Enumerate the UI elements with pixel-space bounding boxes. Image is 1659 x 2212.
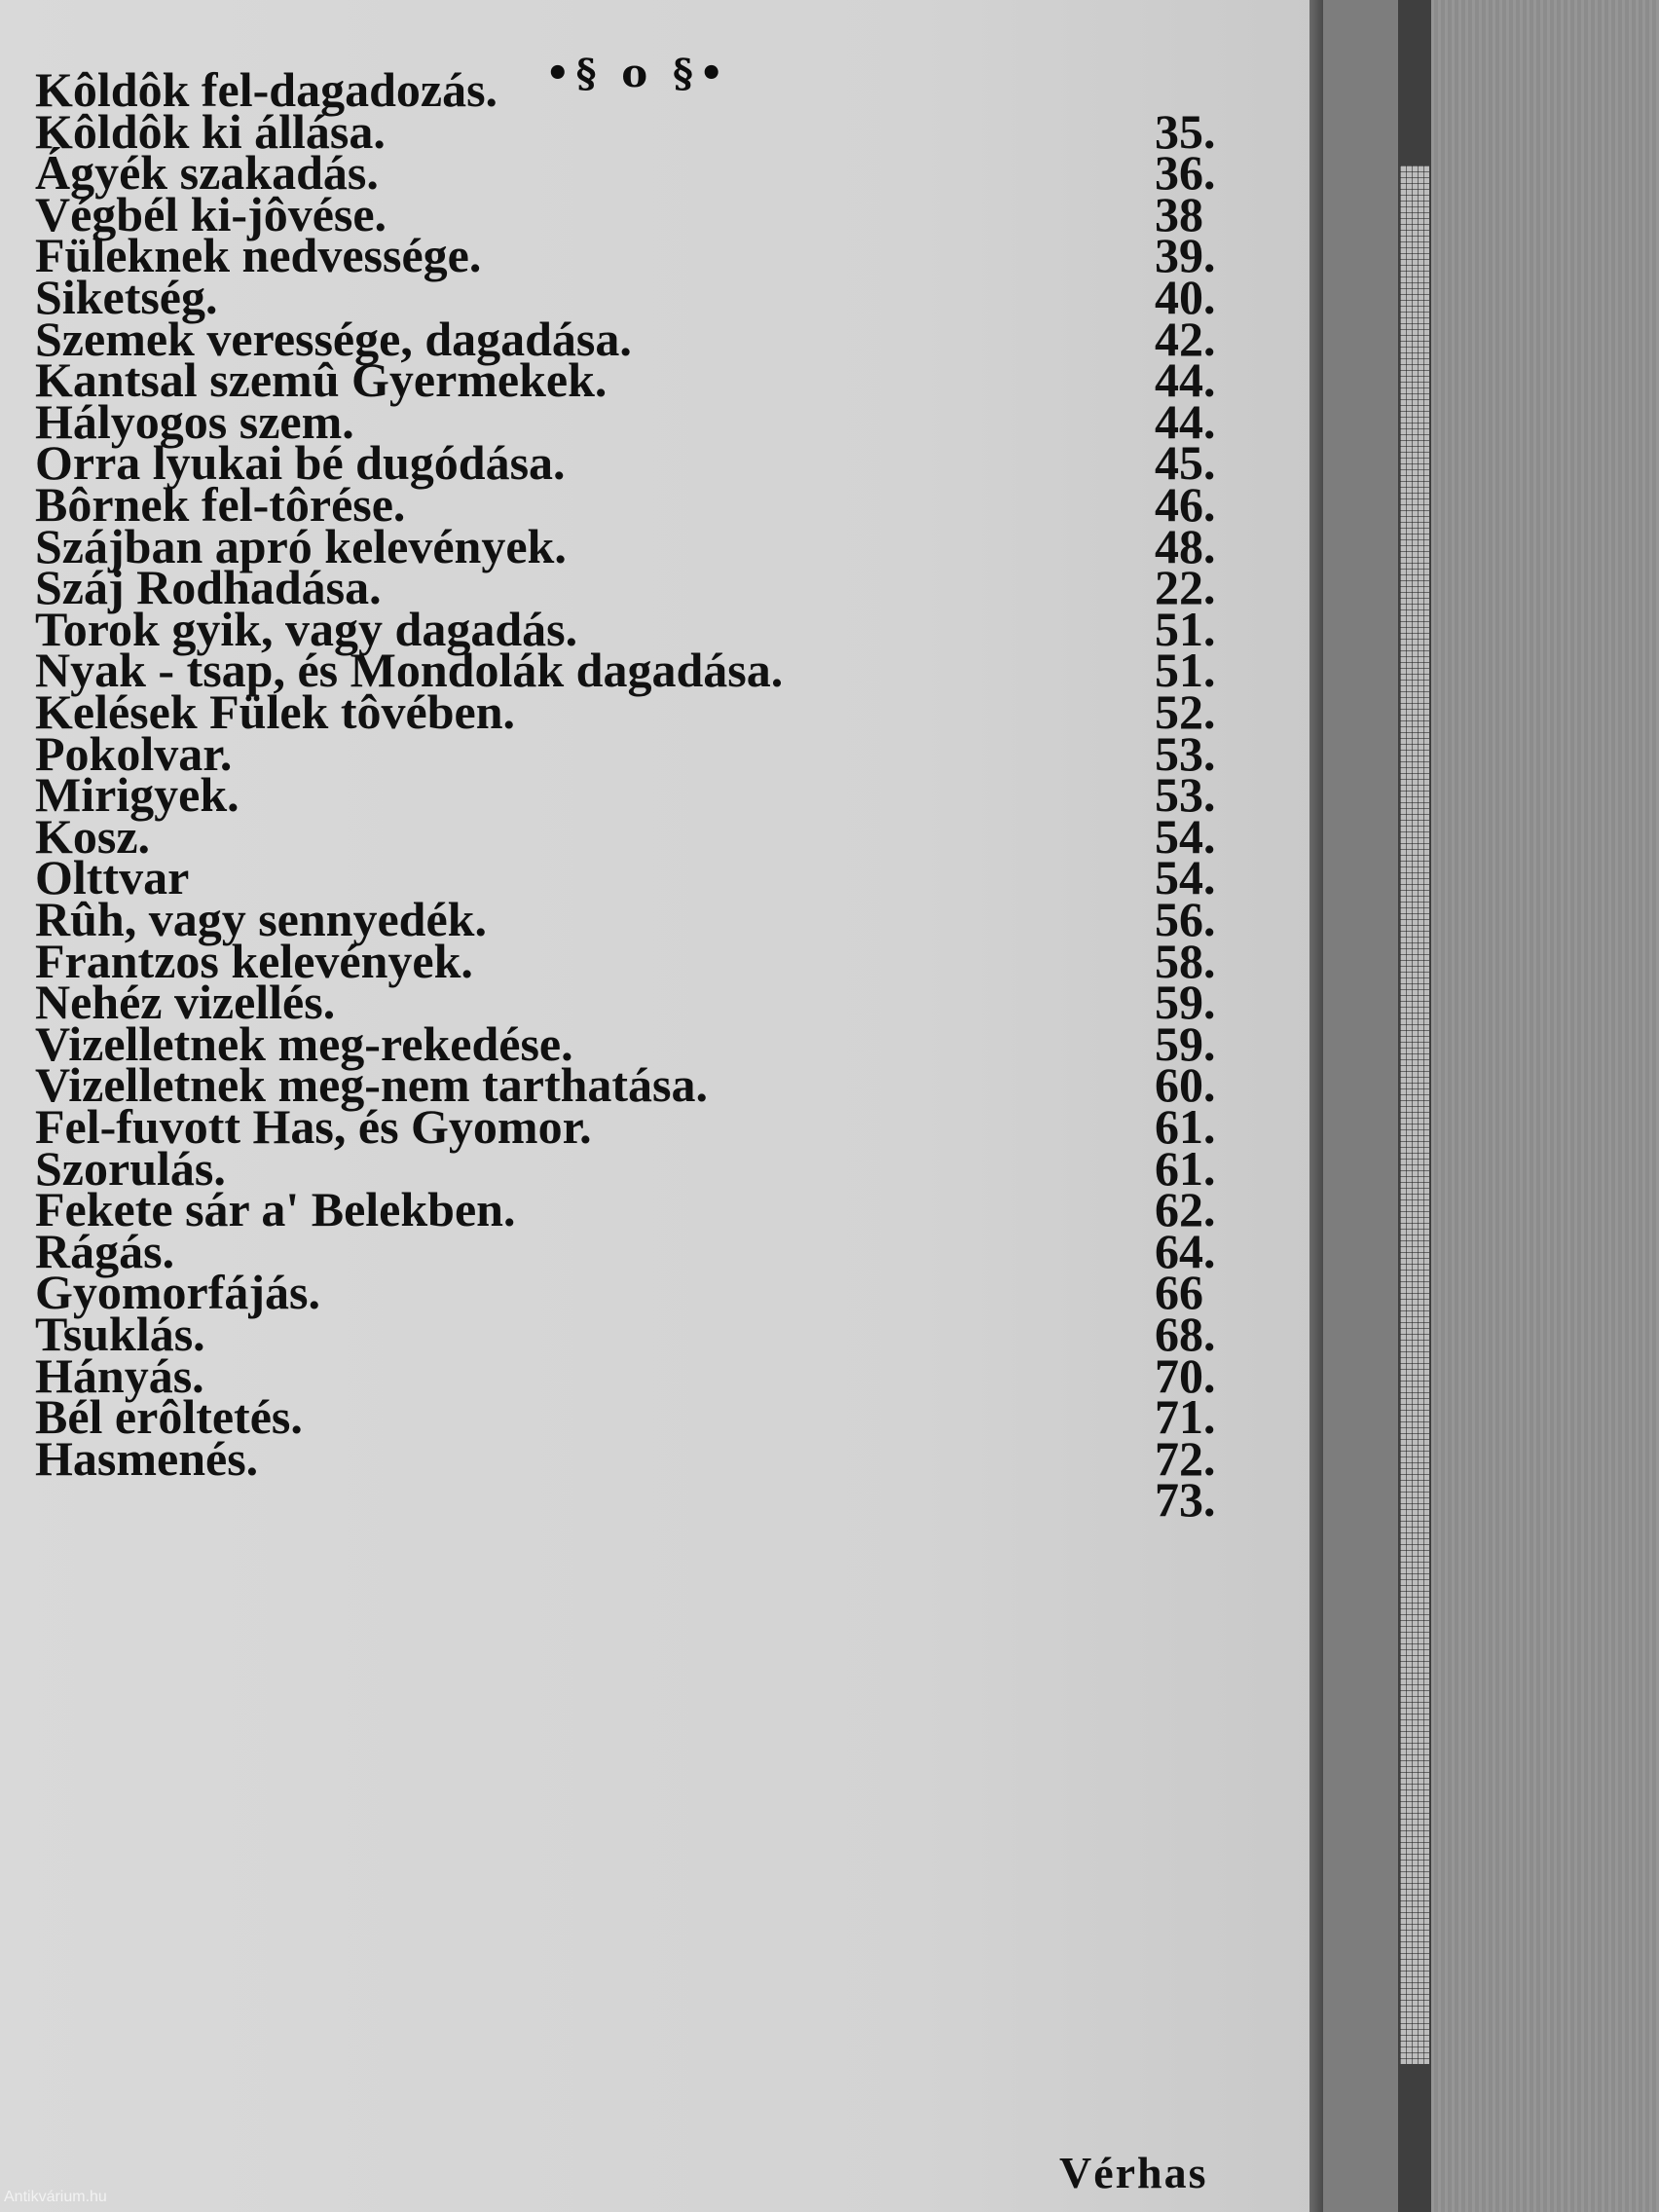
toc-entry-page: 51. <box>1155 602 1216 656</box>
toc-entry-title: Bôrnek fel-tôrése. <box>35 477 406 532</box>
toc-entry-title: Vizelletnek meg-rekedése. <box>35 1016 573 1071</box>
toc-entry-title: Hasmenés. <box>35 1431 259 1486</box>
toc-entry-page: 71. <box>1155 1389 1216 1444</box>
toc-entry-title: Kelések Fülek tôvében. <box>35 684 516 739</box>
toc-entry-page: 59. <box>1155 975 1216 1029</box>
toc-entry-page: 54. <box>1155 850 1216 904</box>
toc-entry-title: Fekete sár a' Belekben. <box>35 1182 516 1236</box>
toc-entry-page: 54. <box>1155 809 1216 864</box>
toc-entry-title: Siketség. <box>35 270 218 324</box>
toc-entry-page: 61. <box>1155 1099 1216 1154</box>
toc-entry-page: 60. <box>1155 1057 1216 1112</box>
toc-entry-title: Mirigyek. <box>35 767 240 822</box>
page-gutter-shadow <box>1309 0 1323 2212</box>
toc-entry-title: Bél erôltetés. <box>35 1389 303 1444</box>
toc-entry-page: 73. <box>1155 1472 1216 1527</box>
toc-entry-title: Füleknek nedvessége. <box>35 228 482 282</box>
toc-entry-page: 53. <box>1155 767 1216 822</box>
toc-entry-page: 45. <box>1155 435 1216 490</box>
toc-entry-page: 44. <box>1155 352 1216 407</box>
toc-entry-page: 42. <box>1155 312 1216 366</box>
toc-entry-page: 51. <box>1155 643 1216 697</box>
toc-entry-page: 58. <box>1155 934 1216 988</box>
toc-entry-title: Szájban apró kelevények. <box>35 519 567 573</box>
spine-grid-pattern <box>1400 166 1429 2064</box>
toc-entry-page: 72. <box>1155 1431 1216 1486</box>
book-cover-edge <box>1323 0 1406 2212</box>
background-board <box>1431 0 1659 2212</box>
toc-entry-title: Ágyék szakadás. <box>35 145 379 200</box>
toc-entry-page: 70. <box>1155 1348 1216 1403</box>
toc-entry-page: 44. <box>1155 394 1216 449</box>
toc-entry-title: Hányás. <box>35 1348 204 1403</box>
toc-entry-title: Nyak - tsap, és Mondolák dagadása. <box>35 643 784 697</box>
watermark-text: Antikvárium.hu <box>4 2189 107 2205</box>
toc-entry-title: Kosz. <box>35 809 151 864</box>
toc-entry-page: 36. <box>1155 145 1216 200</box>
toc-entry-title: Kôldôk fel-dagadozás. <box>35 62 498 117</box>
toc-entry-page: 64. <box>1155 1224 1216 1278</box>
toc-entry-title: Rágás. <box>35 1224 175 1278</box>
toc-entry-page: 52. <box>1155 684 1216 739</box>
toc-entry-page: 68. <box>1155 1307 1216 1361</box>
catchword: Vérhas <box>1059 2148 1208 2197</box>
toc-entry-title: Végbél ki-jôvése. <box>35 187 387 241</box>
toc-entry-title: Hályogos szem. <box>35 394 354 449</box>
toc-entry-title: Torok gyik, vagy dagadás. <box>35 602 578 656</box>
toc-entry-page: 59. <box>1155 1016 1216 1071</box>
toc-entry-title: Nehéz vizellés. <box>35 975 336 1029</box>
toc-entry-title: Orra lyukai bé dugódása. <box>35 435 566 490</box>
toc-entry-page: 39. <box>1155 228 1216 282</box>
toc-entry-title: Pokolvar. <box>35 726 233 781</box>
toc-entry-title: Gyomorfájás. <box>35 1265 320 1319</box>
toc-entry-page: 48. <box>1155 519 1216 573</box>
toc-entry-title: Tsuklás. <box>35 1307 205 1361</box>
toc-entry <box>35 1468 1301 1530</box>
toc-entry-title: Fel-fuvott Has, és Gyomor. <box>35 1099 592 1154</box>
toc-entry-title: Olttvar <box>35 850 190 904</box>
toc-entry-page: 53. <box>1155 726 1216 781</box>
toc-entry-page: 22. <box>1155 560 1216 614</box>
toc-entry-title: Rûh, vagy sennyedék. <box>35 892 487 946</box>
toc-entry-title: Kôldôk ki állása. <box>35 104 386 159</box>
toc-entry-page: 66 <box>1155 1265 1203 1319</box>
toc-entry-page: 61. <box>1155 1141 1216 1196</box>
toc-entry-title: Szemek veressége, dagadása. <box>35 312 632 366</box>
toc-entry-page: 56. <box>1155 892 1216 946</box>
toc-entry-page: 35. <box>1155 104 1216 159</box>
toc-entry-title: Vizelletnek meg-nem tarthatása. <box>35 1057 709 1112</box>
page-ornament: •§ o §• <box>545 51 730 96</box>
toc-entry-page: 38 <box>1155 187 1203 241</box>
toc-entry-title: Szorulás. <box>35 1141 226 1196</box>
toc-entry-page: 46. <box>1155 477 1216 532</box>
toc-entry-page: 40. <box>1155 270 1216 324</box>
toc-entry-title: Száj Rodhadása. <box>35 560 382 614</box>
toc-entry-page: 62. <box>1155 1182 1216 1236</box>
toc-entry-title: Kantsal szemû Gyermekek. <box>35 352 608 407</box>
toc-entry-title: Frantzos kelevények. <box>35 934 473 988</box>
